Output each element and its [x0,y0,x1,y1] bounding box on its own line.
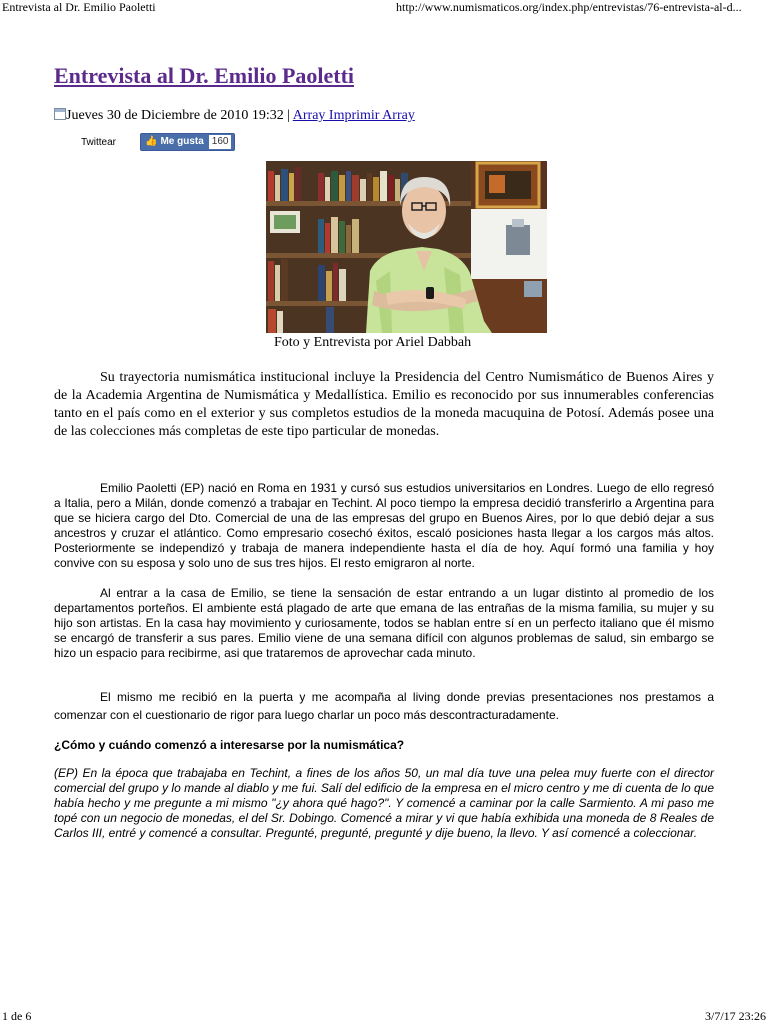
body-paragraph-3: El mismo me recibió en la puerta y me acompaña al living donde previas presentaciones nos prestamos a comenzar con el cuestionario de rigor para luego charlar un poco más descontracturadamente. [54,690,714,722]
article-dateline [54,107,415,125]
interview-answer: (EP) En la época que trabajaba en Techint, a fines de los años 50, un mal día tuve una pelea muy fuerte con el director comercial del grupo y lo mande al diablo y me fui. Salí del edificio de la empresa en el micro centro y me di cuenta de lo que había hecho y me pregunte a mi mismo "¿y ahora qué hago?". Y comencé a caminar por la calle Sarmiento. A mi paso me topé con un negocio de monedas, el del Sr. Dobingo. Comencé a mirar y vi que había exhibida una moneda de 8 Reales de Carlos III, entré y comencé a consultar. Pregunté, pregunté, pregunté y dije bueno, la llevo. Y así comencé a coleccionar. [54,766,714,840]
article-title[interactable]: Entrevista al Dr. Emilio Paoletti [54,63,355,88]
print-link[interactable]: Array Imprimir Array [292,108,415,123]
article-date: Jueves 30 de Diciembre de 2010 19:32 [66,108,284,123]
print-footer-page: 1 de 6 [2,1009,32,1023]
thumbs-up-icon: 👍 [145,136,158,147]
interview-question: ¿Cómo y cuándo comenzó a interesarse por la numismática? [54,738,405,752]
like-count: 160 [209,135,232,149]
print-header-title: Entrevista al Dr. Emilio Paoletti [2,0,156,14]
body-paragraph-1: Emilio Paoletti (EP) nació en Roma en 1931 y cursó sus estudios universitarios en Londres. Luego de ello regresó a Italia, pero a Milán, donde comenzó a trabajar en Techint. Al poco tiempo la empresa decidió transferirlo a Argentina para que se hiciera cargo del Dto. Comercial de una de las empresas del grupo en Buenos Aires, por lo que debió dejar a sus ancestros y cruzar el atlántico. Como empresario cosechó éxitos, escaló posiciones hasta llegar a los cargos más altos. Posteriormente se independizó y trabaja de manera independiente hasta el día de hoy. Aquí formó una familia y hoy convive con su esposa y solo uno de sus tres hijos. El resto emigraron al norte. [54,481,714,570]
interview-photo [266,161,547,333]
photo-caption: Foto y Entrevista por Ariel Dabbah [274,335,472,350]
body-paragraph-2: Al entrar a la casa de Emilio, se tiene la sensación de estar entrando a un lugar distinto al promedio de los departamentos porteños. El ambiente está plagado de arte que emana de las entrañas de la misma familia, su mujer y su hijo son artistas. En la casa hay movimiento y curiosamente, todos se hablan entre sí en un perfecto italiano que él mismo se encargó de transferir a sus pares. Emilio viene de una semana difícil con algunos problemas de salud, sin embargo se hizo un espacio para recibirme, asi que trataremos de aprovechar cada minuto. [54,586,714,660]
print-footer-timestamp: 3/7/17 23:26 [704,1009,766,1023]
like-label: Me gusta [160,136,204,147]
print-header-url: http://www.numismaticos.org/index.php/entrevistas/76-entrevista-al-d... [396,0,742,14]
dateline-separator: | [283,108,293,123]
like-button[interactable] [140,133,235,151]
calendar-icon [54,108,66,120]
intro-paragraph: Su trayectoria numismática institucional incluye la Presidencia del Centro Numismático de Buenos Aires y de la Academia Argentina de Numismática y Medallística. Emilio es reconocido por sus innumerables conferencias tanto en el país como en el exterior y sus completos estudios de la moneda macuquina de Potosí. Además posee una de las colecciones más completas de este tipo particular de monedas. [54,370,714,439]
tweet-button[interactable]: Twittear [81,137,117,148]
